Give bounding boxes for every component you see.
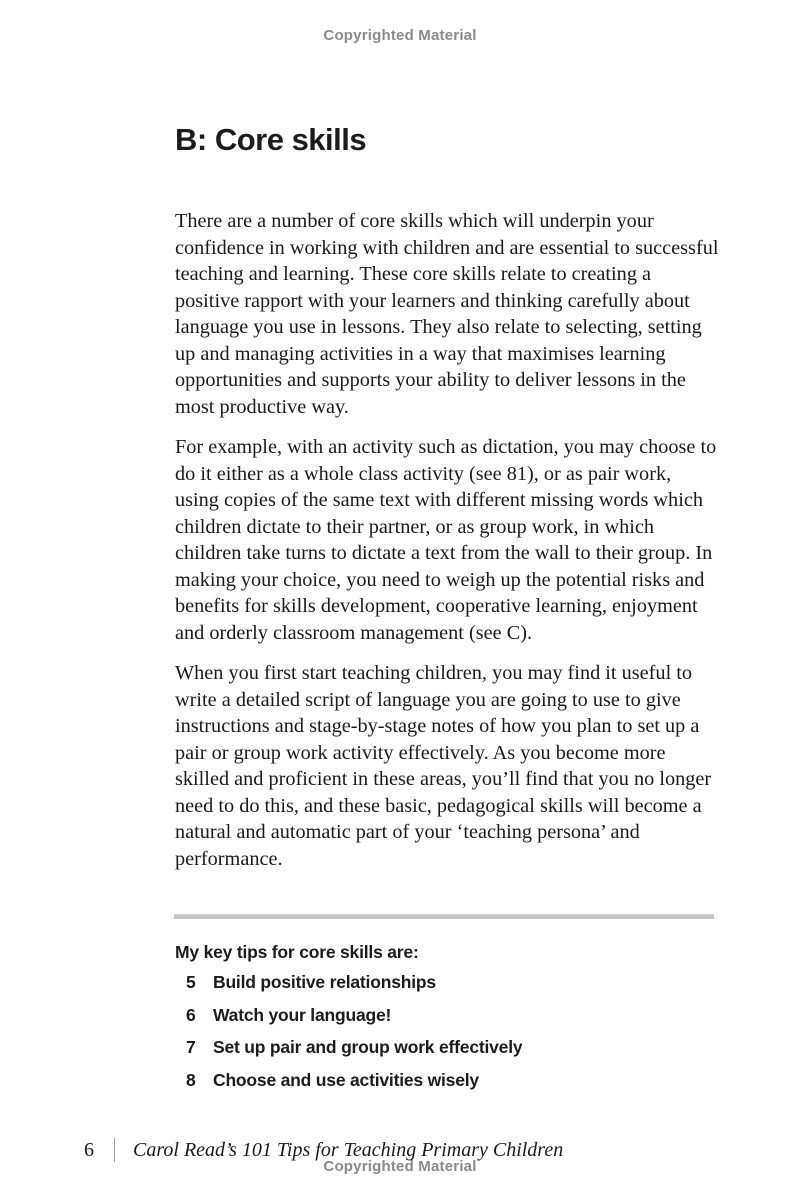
copyright-watermark-top: Copyrighted Material: [323, 27, 477, 44]
tip-item: [175, 1005, 522, 1038]
tip-label: Build positive relationships: [213, 972, 436, 992]
tip-label: Set up pair and group work effectively: [213, 1037, 523, 1057]
section-title: B: Core skills: [175, 122, 367, 157]
paragraph: There are a number of core skills which will underpin your confidence in working with children and are essential to successful teaching and learning. These core skills relate to creating a positive rapport with your learners and thinking carefully about language you use in lessons. They also relate to selecting, setting up and managing activities in a way that maximises learning opportunities and supports your ability to deliver lessons in the most productive way.: [175, 210, 719, 418]
paragraph: For example, with an activity such as dictation, you may choose to do it either as a whole class activity (see 81), or as pair work, using copies of the same text with different missing words which children dictate to their partner, or as group work, in which children take turns to dictate a text from the wall to their group. In making your choice, you need to weigh up the potential risks and benefits for skills development, cooperative learning, enjoyment and orderly classroom management (see C).: [175, 436, 717, 644]
tip-item: [175, 1037, 522, 1070]
tip-number: 5: [186, 972, 196, 992]
tip-number: 6: [186, 1004, 196, 1025]
book-title: Carol Read’s 101 Tips for Teaching Primary Children: [133, 1138, 564, 1161]
tip-item: [175, 972, 522, 1005]
tip-label: Watch your language!: [213, 1004, 392, 1025]
page-number: 6: [84, 1138, 94, 1161]
tip-number: 7: [186, 1037, 196, 1057]
tip-label: Choose and use activities wisely: [213, 1069, 479, 1090]
key-tips-heading: My key tips for core skills are:: [175, 942, 419, 962]
tip-item: [175, 1070, 522, 1103]
tip-number: 8: [186, 1069, 196, 1090]
paragraph: When you first start teaching children, you may find it useful to write a detailed script of language you are going to use to give instructions and stage-by-stage notes of how you plan to set up a pair or group work activity effectively. As you become more skilled and proficient in these areas, you’ll find that you no longer need to do this, and these basic, pedagogical skills will become a natural and automatic part of your ‘teaching persona’ and performance.: [175, 662, 712, 870]
divider-rule: [174, 914, 714, 919]
body-text: [175, 208, 720, 886]
key-tips-box: [175, 942, 522, 1102]
copyright-watermark-bottom: Copyrighted Material: [323, 1158, 477, 1175]
